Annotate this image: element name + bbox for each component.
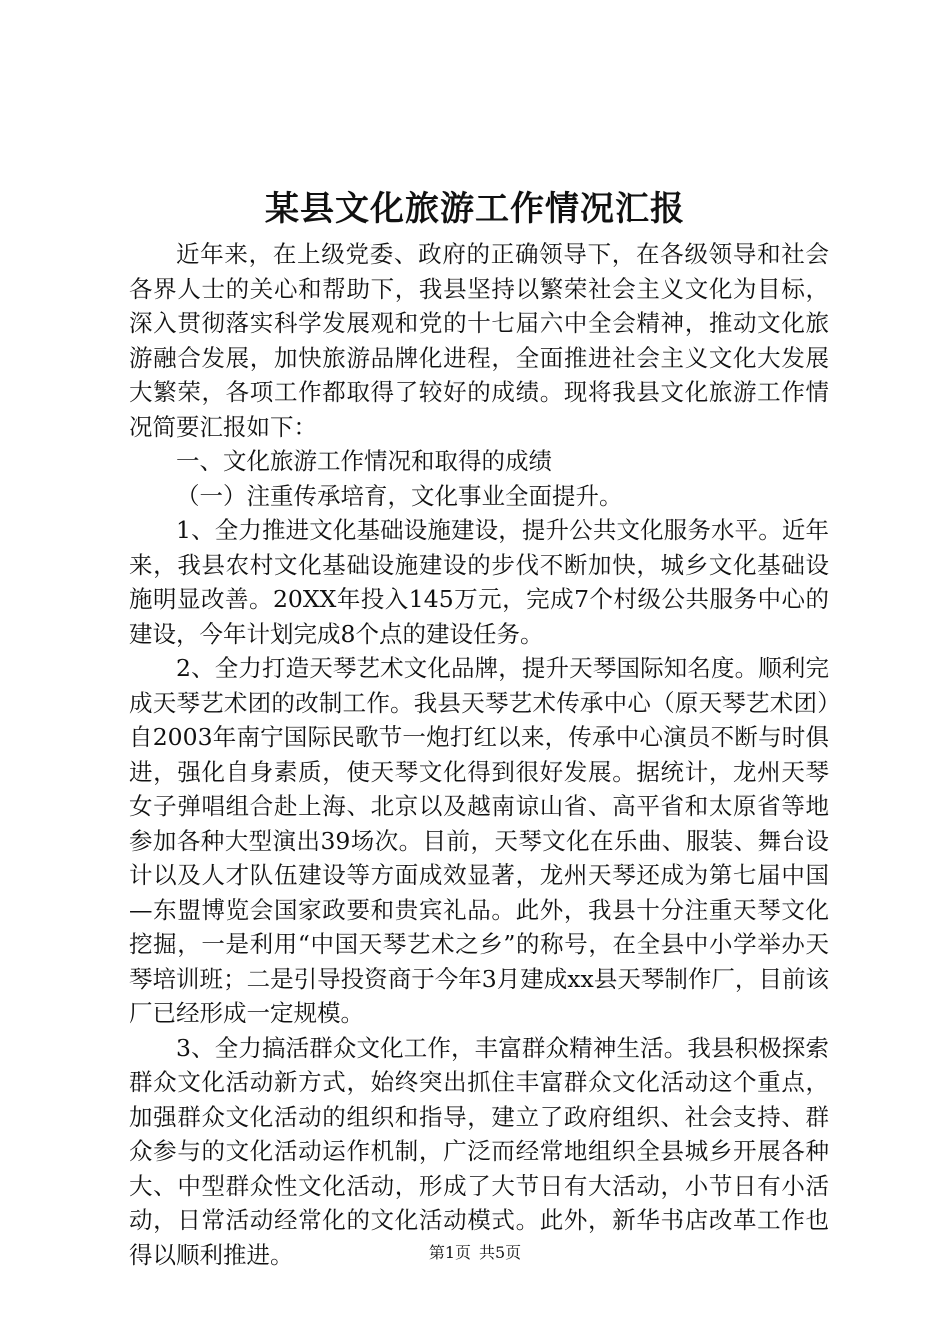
page-number-current: 第1页 [428, 1243, 471, 1262]
paragraph-intro: 近年来，在上级党委、政府的正确领导下，在各级领导和社会各界人士的关心和帮助下，我县坚持以繁荣社会主义文化为目标，深入贯彻落实科学发展观和党的十七届六中全会精神，推动文化旅游融合发展，加快旅游品牌化进程，全面推进社会主义文化大发展大繁荣，各项工作都取得了较好的成绩。现将我县文化旅游工作情况简要汇报如下： [129, 240, 829, 441]
heading-section-1: 一、文化旅游工作情况和取得的成绩 [176, 447, 552, 475]
paragraph-item-3: 3、全力搞活群众文化工作，丰富群众精神生活。我县积极探索群众文化活动新方式，始终突出抓住丰富群众文化活动这个重点，加强群众文化活动的组织和指导，建立了政府组织、社会支持、群众参与的文化活动运作机制，广泛而经常地组织全县城乡开展各种大、中型群众性文化活动，形成了大节日有大活动，小节日有小活动，日常活动经常化的文化活动模式。此外，新华书店改革工作也得以顺利推进。 [129, 1033, 829, 1269]
heading-subsection-1: （一）注重传承培育，文化事业全面提升。 [176, 481, 623, 510]
paragraph-item-1: 1、全力推进文化基础设施建设，提升公共文化服务水平。近年来，我县农村文化基础设施建设的步伐不断加快，城乡文化基础设施明显改善。20XX年投入145万元，完成7个村级公共服务中心的建设，今年计划完成8个点的建设任务。 [129, 516, 829, 648]
page-number-total: 共5页 [479, 1243, 522, 1262]
page-footer [0, 1242, 950, 1264]
document-body [129, 237, 829, 1272]
paragraph-item-2: 2、全力打造天琴艺术文化品牌，提升天琴国际知名度。顺利完成天琴艺术团的改制工作。我县天琴艺术传承中心（原天琴艺术团）自2003年南宁国际民歌节一炮打红以来，传承中心演员不断与时俱进，强化自身素质，使天琴文化得到很好发展。据统计，龙州天琴女子弹唱组合赴上海、北京以及越南谅山省、高平省和太原省等地参加各种大型演出39场次。目前，天琴文化在乐曲、服装、舞台设计以及人才队伍建设等方面成效显著，龙州天琴还成为第七届中国—东盟博览会国家政要和贵宾礼品。此外，我县十分注重天琴文化挖掘，一是利用“中国天琴艺术之乡”的称号，在全县中小学举办天琴培训班；二是引导投资商于今年3月建成xx县天琴制作厂，目前该厂已经形成一定规模。 [129, 654, 829, 1027]
document-title: 某县文化旅游工作情况汇报 [265, 189, 685, 229]
